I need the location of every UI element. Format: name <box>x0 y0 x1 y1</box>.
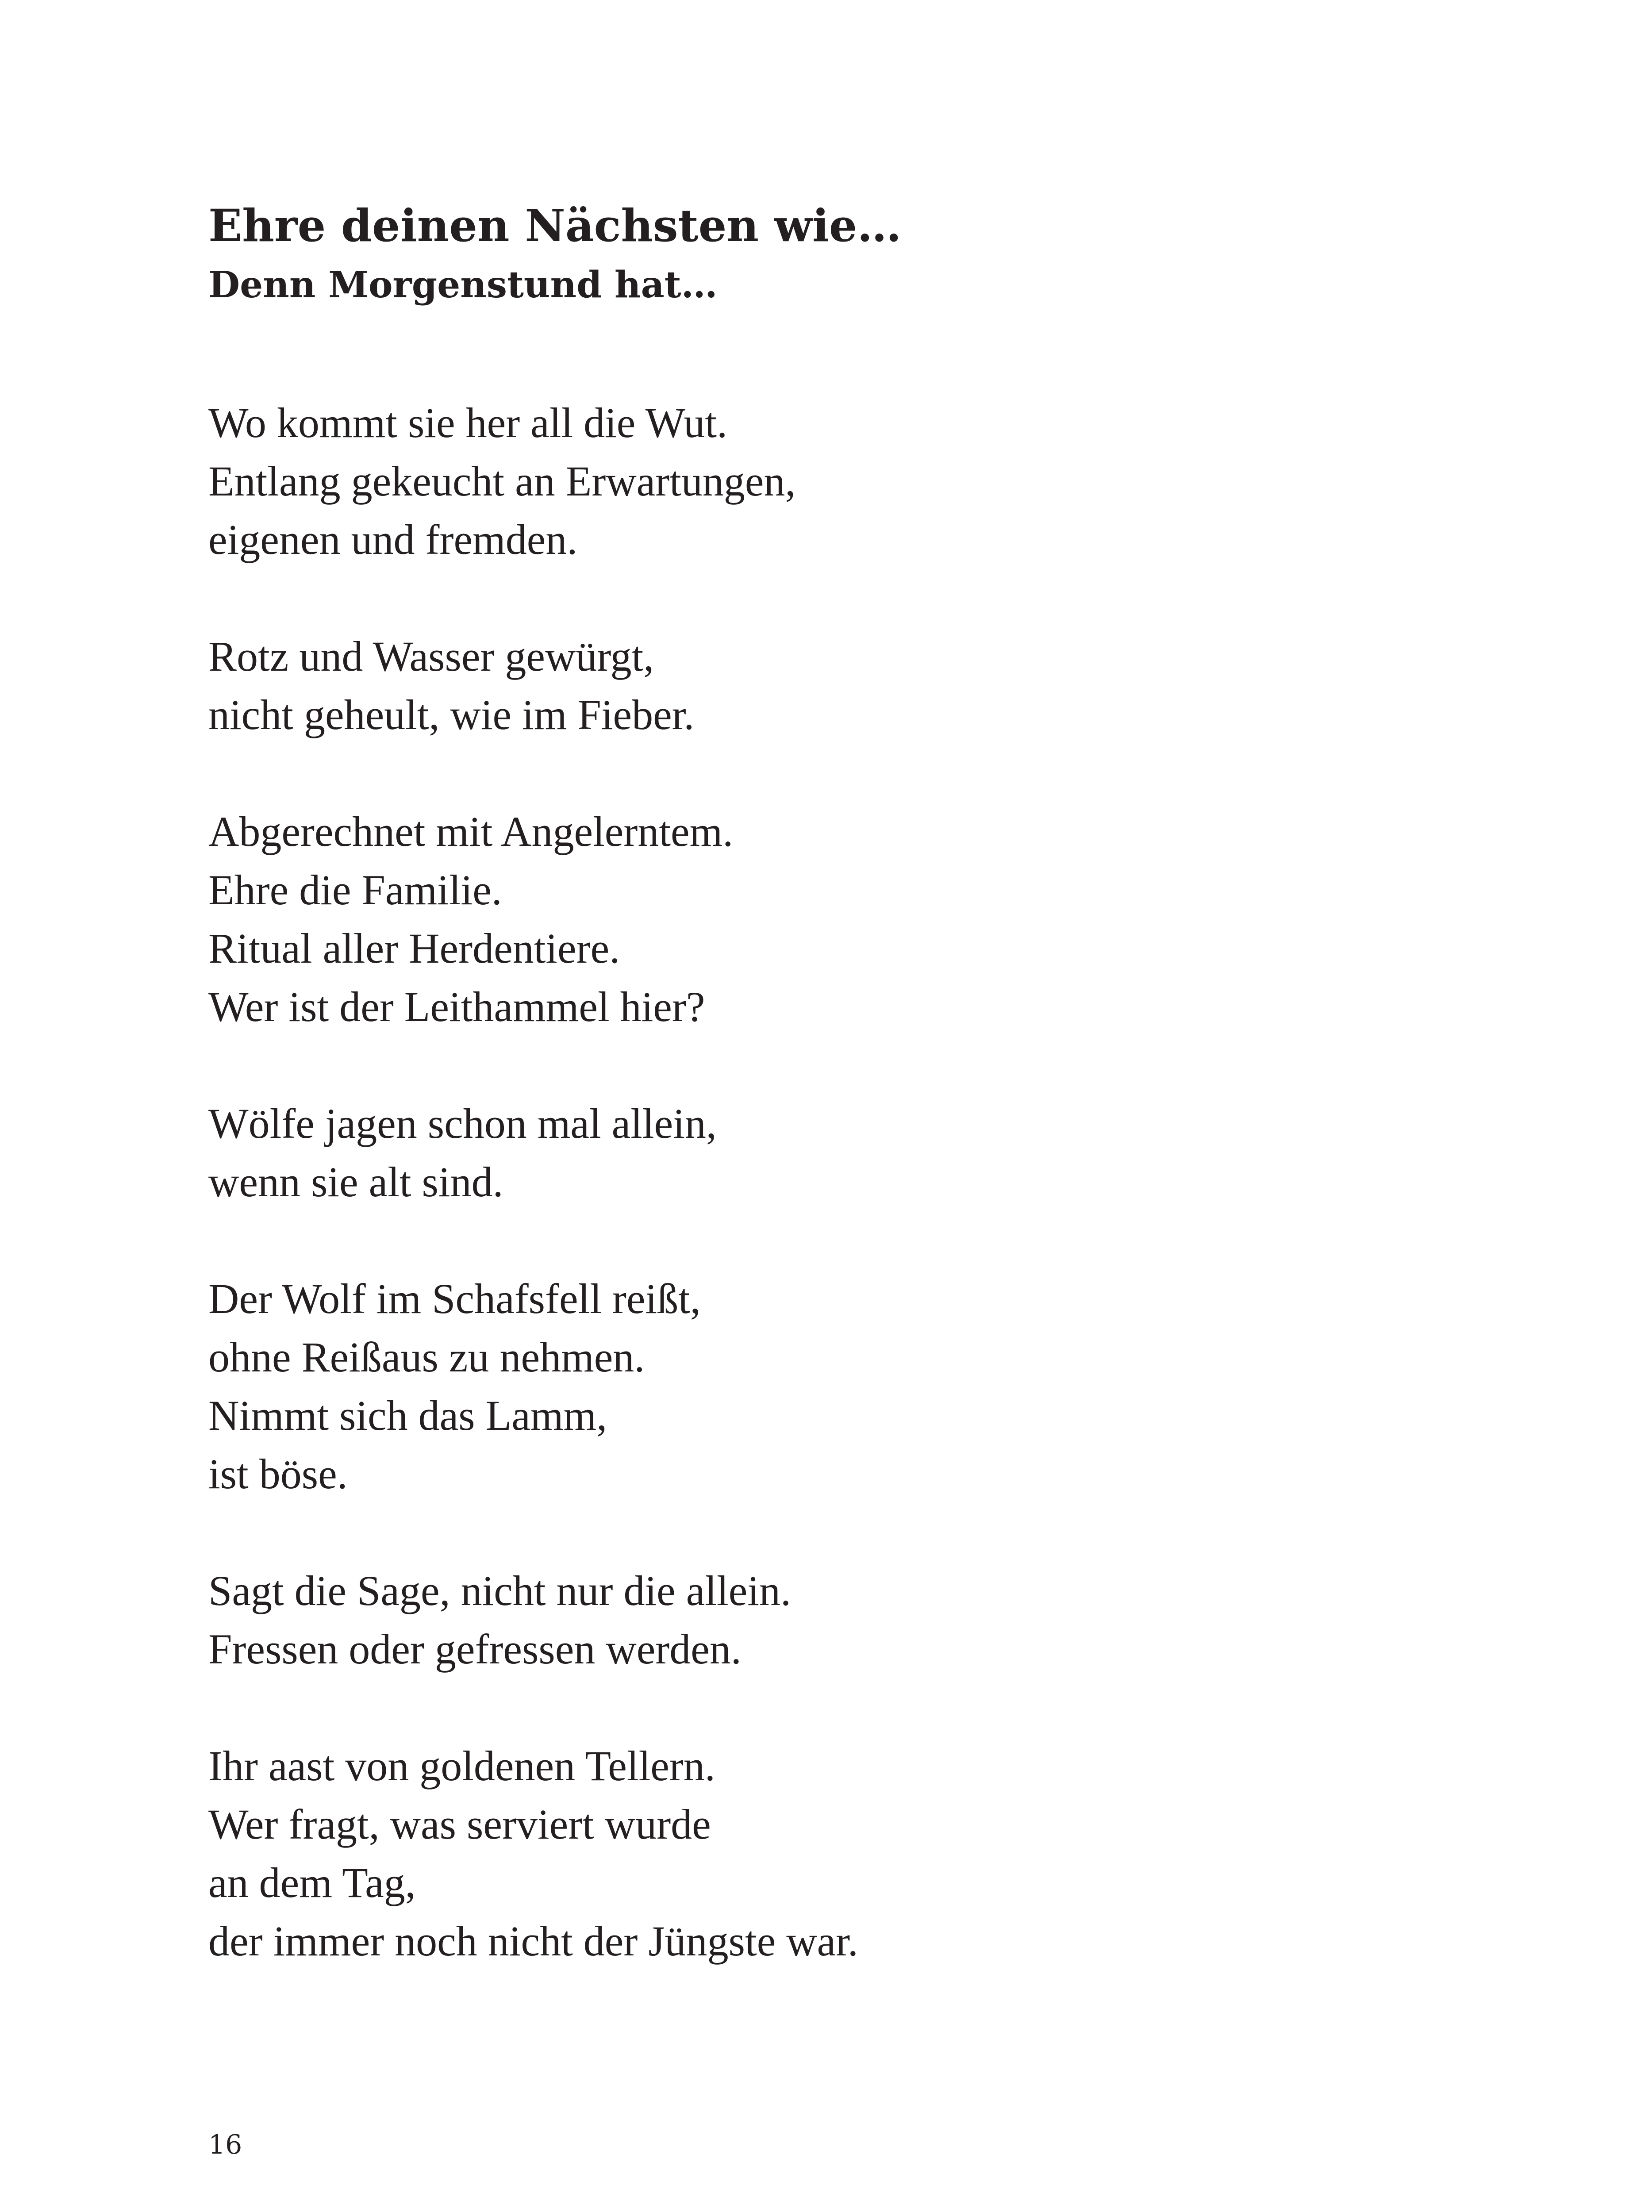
poem-line: Sagt die Sage, nicht nur die allein. <box>208 1567 791 1614</box>
poem-line: Rotz und Wasser gewürgt, <box>208 633 654 680</box>
poem-line: Entlang gekeucht an Erwartungen, <box>208 457 796 505</box>
stanza <box>208 803 1536 1036</box>
poem-line: Ehre die Familie. <box>208 866 502 914</box>
poem-title: Ehre deinen Nächsten wie… <box>208 200 902 252</box>
poem-line: Nimmt sich das Lamm, <box>208 1392 607 1439</box>
stanza <box>208 627 1536 744</box>
poem-line: ist böse. <box>208 1450 348 1498</box>
poem-line: Fressen oder gefressen werden. <box>208 1625 741 1673</box>
poem-line: Ihr aast von goldenen Tellern. <box>208 1742 715 1790</box>
poem-line: Wölfe jagen schon mal allein, <box>208 1100 717 1147</box>
stanza <box>208 394 1536 569</box>
poem-subtitle: Denn Morgenstund hat… <box>208 264 718 306</box>
poem-line: Abgerechnet mit Angelerntem. <box>208 808 734 855</box>
poem-line: der immer noch nicht der Jüngste war. <box>208 1917 858 1965</box>
poem-line: ohne Reißaus zu nehmen. <box>208 1333 645 1381</box>
poem-line: eigenen und fremden. <box>208 516 578 563</box>
stanza <box>208 1737 1536 1970</box>
poem-line: nicht geheult, wie im Fieber. <box>208 691 695 738</box>
poem-line: Wer ist der Leithammel hier? <box>208 983 705 1030</box>
poem-line: wenn sie alt sind. <box>208 1158 503 1206</box>
poem-body <box>208 394 1536 1970</box>
poem-line: Wo kommt sie her all die Wut. <box>208 399 728 446</box>
page-number: 16 <box>208 2129 242 2160</box>
stanza <box>208 1270 1536 1503</box>
stanza <box>208 1562 1536 1678</box>
poem-line: an dem Tag, <box>208 1859 416 1906</box>
poem-line: Der Wolf im Schafsfell reißt, <box>208 1275 701 1322</box>
poem-block <box>208 195 1536 2029</box>
stanza <box>208 1094 1536 1211</box>
poem-line: Wer fragt, was serviert wurde <box>208 1801 711 1848</box>
poem-line: Ritual aller Herdentiere. <box>208 925 620 972</box>
